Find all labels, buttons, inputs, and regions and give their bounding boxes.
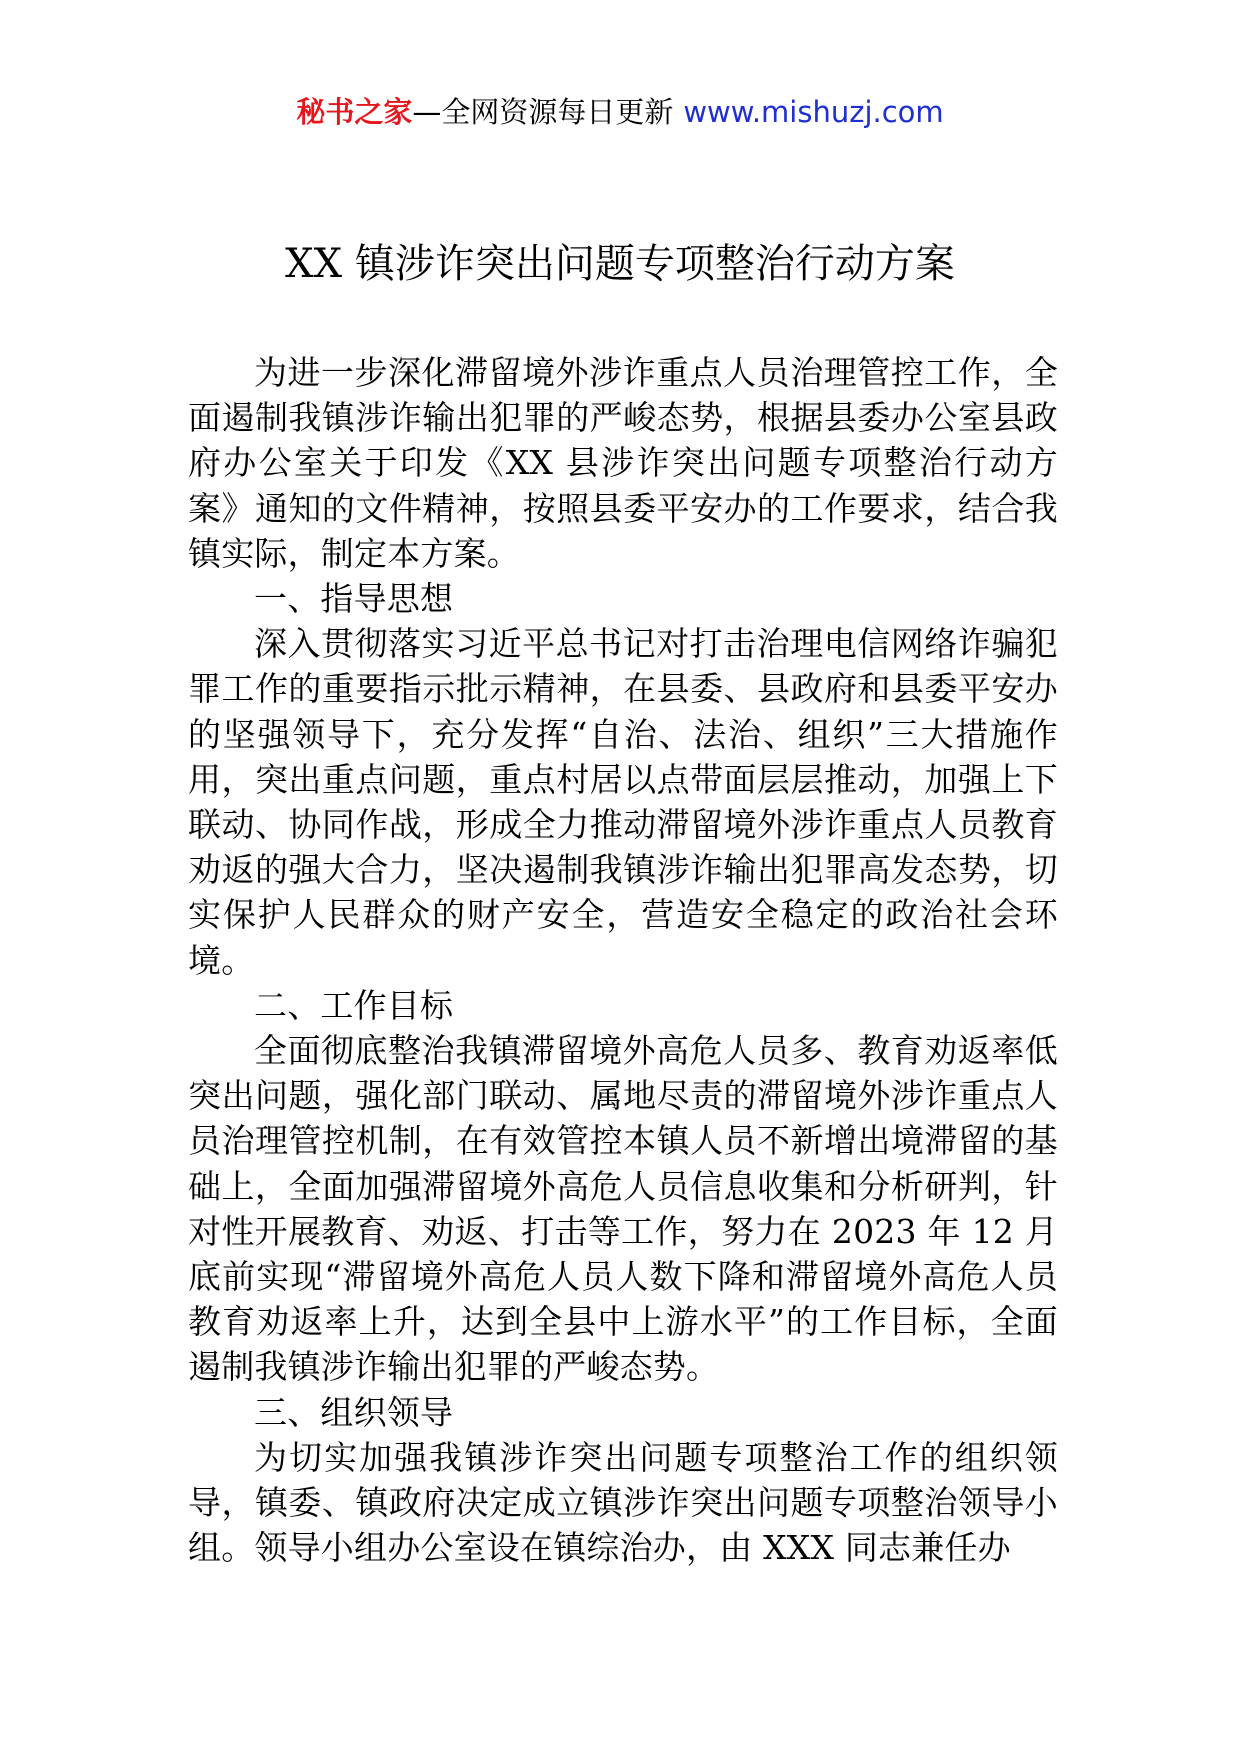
work-goals-paragraph: 全面彻底整治我镇滞留境外高危人员多、教育劝返率低突出问题，强化部门联动、属地尽责的滞留境外涉诈重点人员治理管控机制，在有效管控本镇人员不新增出境滞留的基础上，全面加强滞留境外高危人员信息收集和分析研判，针对性开展教育、劝返、打击等工作，努力在 2023 年 12 月底前实现“滞留境外高危人员人数下降和滞留境外高危人员教育劝返率上升，达到全县中上游水平”的工作目标，全面遏制我镇涉诈输出犯罪的严峻态势。 bbox=[188, 1031, 1058, 1387]
brand-name: 秘书之家 bbox=[296, 95, 413, 129]
header-tagline: —全网资源每日更新 bbox=[412, 95, 674, 129]
guiding-ideology-paragraph: 深入贯彻落实习近平总书记对打击治理电信网络诈骗犯罪工作的重要指示批示精神，在县委、县政府和县委平安办的坚强领导下，充分发挥“自治、法治、组织”三大措施作用，突出重点问题，重点村居以点带面层层推动，加强上下联动、协同作战，形成全力推动滞留境外涉诈重点人员教育劝返的强大合力，坚决遏制我镇涉诈输出犯罪高发态势，切实保护人民群众的财产安全，营造安全稳定的政治社会环境。 bbox=[188, 624, 1058, 980]
site-url-link[interactable]: www.mishuzj.com bbox=[683, 95, 944, 129]
intro-paragraph: 为进一步深化滞留境外涉诈重点人员治理管控工作，全面遏制我镇涉诈输出犯罪的严峻态势，根据县委办公室县政府办公室关于印发《XX 县涉诈突出问题专项整治行动方案》通知的文件精神，按照县委平安办的工作要求，结合我镇实际，制定本方案。 bbox=[188, 353, 1058, 573]
document-body bbox=[188, 350, 1058, 1570]
section-heading-guiding-ideology: 一、指导思想 bbox=[254, 579, 454, 619]
document-title: XX 镇涉诈突出问题专项整治行动方案 bbox=[285, 241, 955, 287]
section-heading-work-goals: 二、工作目标 bbox=[254, 985, 454, 1025]
organization-paragraph: 为切实加强我镇涉诈突出问题专项整治工作的组织领导，镇委、镇政府决定成立镇涉诈突出问题专项整治领导小组。领导小组办公室设在镇综治办，由 XXX 同志兼任办 bbox=[188, 1437, 1058, 1568]
site-header bbox=[0, 92, 1240, 132]
section-heading-organization: 三、组织领导 bbox=[254, 1392, 454, 1432]
